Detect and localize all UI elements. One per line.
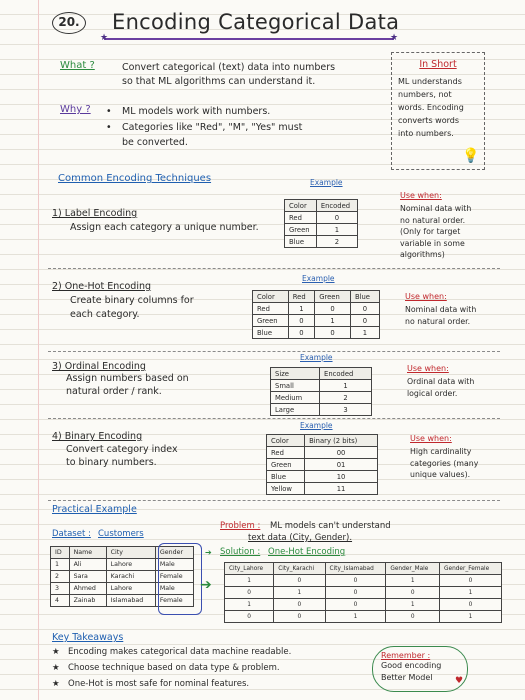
what-line-2: so that ML algorithms can understand it. (122, 76, 316, 87)
table-cell: 0 (288, 327, 314, 339)
heart-icon: ♥ (455, 676, 464, 686)
table-header: Name (69, 547, 106, 559)
use-line: categories (many (410, 458, 479, 468)
table-cell: 0 (315, 327, 351, 339)
why-bullet-dot-2: • (106, 122, 112, 133)
table-cell: 00 (305, 447, 378, 459)
technique-4-use (410, 446, 478, 481)
use-line: algorithms) (400, 250, 445, 259)
table-cell: 0 (274, 611, 325, 623)
section-divider (48, 500, 500, 501)
lightbulb-icon: 💡 (462, 148, 480, 164)
in-short-title: In Short (419, 59, 457, 70)
star-left-icon: ★ (100, 33, 109, 43)
example-label: Example (310, 178, 343, 187)
table-cell: 2 (51, 571, 70, 583)
in-short-line: ML understands (398, 77, 462, 86)
key-takeaways-title: Key Takeaways (52, 632, 124, 643)
table-cell: Lahore (106, 559, 155, 571)
table-cell: Blue (253, 327, 289, 339)
table-header: City_Karachi (274, 563, 325, 575)
table-cell: 0 (288, 315, 314, 327)
takeaway-star-icon: ★ (52, 647, 60, 657)
use-when-label: Use when: (400, 191, 442, 200)
technique-1-desc: Assign each category a unique number. (70, 222, 259, 233)
one-hot-result-table (224, 562, 502, 623)
use-line: no natural order. (400, 215, 466, 225)
table-cell: 0 (386, 611, 440, 623)
solution-arrow-icon: ➔ (205, 548, 212, 557)
label-encoding-table (284, 199, 358, 248)
table-cell: Sara (69, 571, 106, 583)
table-cell: 1 (51, 559, 70, 571)
technique-2-name: 2) One-Hot Encoding (52, 281, 152, 292)
table-cell: Medium (271, 392, 320, 404)
table-cell: 1 (386, 599, 440, 611)
table-cell: 0 (350, 303, 379, 315)
table-cell: Ahmed (69, 583, 106, 595)
table-cell: Ali (69, 559, 106, 571)
binary-table (266, 434, 378, 495)
technique-1-name: 1) Label Encoding (52, 208, 138, 219)
what-label: What ? (60, 60, 95, 71)
why-label: Why ? (60, 104, 91, 115)
why-bullet-2a: Categories like "Red", "M", "Yes" must (122, 122, 303, 133)
table-header: Color (267, 435, 305, 447)
page-title: Encoding Categorical Data (112, 10, 400, 34)
table-cell: 0 (315, 303, 351, 315)
table-cell: 1 (225, 575, 274, 587)
example-label: Example (302, 274, 335, 283)
use-line: logical order. (407, 388, 458, 398)
table-cell: 1 (315, 315, 351, 327)
table-cell: Islamabad (106, 595, 155, 607)
takeaway-item: One-Hot is most safe for nominal features. (68, 679, 250, 689)
table-cell: Large (271, 404, 320, 416)
table-header: City_Lahore (225, 563, 274, 575)
highlight-categorical-columns (158, 543, 202, 615)
table-cell: 0 (316, 212, 357, 224)
table-header: City_Islamabad (325, 563, 386, 575)
table-cell: Yellow (267, 483, 305, 495)
table-cell: 2 (320, 392, 372, 404)
use-line: no natural order. (405, 316, 471, 326)
table-cell: Small (271, 380, 320, 392)
use-line: Nominal data with (405, 305, 477, 314)
use-line: Ordinal data with (407, 377, 475, 386)
table-header: Red (288, 291, 314, 303)
table-header: Size (271, 368, 320, 380)
problem-text-1: ML models can't understand (270, 521, 391, 531)
table-header: Gender_Female (440, 563, 502, 575)
note-number: 20. (52, 12, 86, 34)
technique-4-name: 4) Binary Encoding (52, 431, 143, 442)
practical-example-title: Practical Example (52, 504, 137, 515)
table-cell: 1 (225, 599, 274, 611)
title-underline (104, 38, 394, 40)
technique-2-use (405, 304, 476, 327)
remember-box (372, 646, 468, 692)
page-margin-line (38, 0, 39, 700)
takeaway-star-icon: ★ (52, 679, 60, 689)
technique-1-use (400, 203, 471, 261)
table-header: Encoded (316, 200, 357, 212)
in-short-line: numbers, not (398, 90, 452, 99)
table-cell: 1 (274, 587, 325, 599)
section-divider (48, 268, 500, 269)
table-cell: Blue (285, 236, 317, 248)
in-short-line: into numbers. (398, 129, 454, 138)
table-cell: 1 (288, 303, 314, 315)
section-divider (48, 418, 500, 419)
table-cell: Zainab (69, 595, 106, 607)
one-hot-table (252, 290, 380, 339)
table-cell: 0 (325, 587, 386, 599)
why-bullet-2b: be converted. (122, 137, 188, 148)
table-cell: Green (285, 224, 317, 236)
takeaway-item: Encoding makes categorical data machine readable. (68, 647, 292, 657)
table-header: ID (51, 547, 70, 559)
table-header: Color (285, 200, 317, 212)
table-cell: Female (155, 571, 193, 583)
table-cell: 0 (225, 611, 274, 623)
table-cell: 11 (305, 483, 378, 495)
table-cell: 0 (325, 575, 386, 587)
why-bullet-1: ML models work with numbers. (122, 106, 271, 117)
solution-label: Solution : (220, 547, 261, 557)
use-line: High cardinality (410, 447, 472, 456)
technique-4-desc-1: Convert category index (66, 444, 178, 455)
table-cell: 0 (440, 599, 502, 611)
table-header: Encoded (320, 368, 372, 380)
use-line: variable in some (400, 238, 465, 248)
table-cell: 0 (325, 599, 386, 611)
table-cell: 2 (316, 236, 357, 248)
use-line: (Only for target (400, 227, 461, 236)
problem-label: Problem : (220, 521, 261, 531)
solution-text: One-Hot Encoding (268, 547, 346, 557)
example-label: Example (300, 353, 333, 362)
table-cell: 1 (325, 611, 386, 623)
example-label: Example (300, 421, 333, 430)
what-line-1: Convert categorical (text) data into numbers (122, 62, 336, 73)
table-cell: Blue (267, 471, 305, 483)
remember-line-2: Better Model (381, 673, 433, 682)
table-cell: 0 (274, 575, 325, 587)
section-divider (48, 351, 500, 352)
table-cell: 1 (440, 587, 502, 599)
table-header: Binary (2 bits) (305, 435, 378, 447)
table-cell: 1 (350, 327, 379, 339)
problem-text-2: text data (City, Gender). (248, 533, 353, 543)
table-cell: 0 (440, 575, 502, 587)
remember-title: Remember : (381, 651, 431, 660)
technique-3-desc-2: natural order / rank. (66, 386, 162, 397)
technique-4-desc-2: to binary numbers. (66, 457, 157, 468)
table-cell: Lahore (106, 583, 155, 595)
star-right-icon: ★ (390, 33, 399, 43)
use-when-label: Use when: (410, 434, 452, 443)
table-cell: 01 (305, 459, 378, 471)
use-line: unique values). (410, 470, 471, 479)
table-cell: Green (253, 315, 289, 327)
table-header: City (106, 547, 155, 559)
table-cell: 0 (274, 599, 325, 611)
table-cell: 1 (316, 224, 357, 236)
why-bullet-dot-1: • (106, 106, 112, 117)
use-when-label: Use when: (407, 364, 449, 373)
table-cell: 1 (440, 611, 502, 623)
table-cell: Green (267, 459, 305, 471)
table-cell: Red (285, 212, 317, 224)
remember-line-1: Good encoding (381, 661, 442, 670)
table-cell: Karachi (106, 571, 155, 583)
table-cell: 3 (320, 404, 372, 416)
table-cell: 1 (320, 380, 372, 392)
table-header: Green (315, 291, 351, 303)
table-cell: 0 (350, 315, 379, 327)
result-arrow-icon: ➔ (200, 577, 212, 593)
table-cell: 3 (51, 583, 70, 595)
table-cell: Female (155, 595, 193, 607)
table-cell: Male (155, 559, 193, 571)
dataset-name: Customers (98, 529, 144, 539)
takeaway-item: Choose technique based on data type & problem. (68, 663, 280, 673)
table-cell: Red (267, 447, 305, 459)
dataset-label: Dataset : (52, 529, 91, 539)
table-header: Color (253, 291, 289, 303)
table-header: Blue (350, 291, 379, 303)
technique-3-name: 3) Ordinal Encoding (52, 361, 146, 372)
ordinal-table (270, 367, 372, 416)
table-header: Gender_Male (386, 563, 440, 575)
technique-2-desc-2: each category. (70, 309, 140, 320)
in-short-line: words. Encoding (398, 103, 464, 112)
table-cell: 0 (386, 587, 440, 599)
technique-3-use (407, 376, 474, 399)
use-when-label: Use when: (405, 292, 447, 301)
table-cell: 1 (386, 575, 440, 587)
technique-3-desc-1: Assign numbers based on (66, 373, 189, 384)
table-cell: 4 (51, 595, 70, 607)
table-cell: 0 (225, 587, 274, 599)
table-cell: Male (155, 583, 193, 595)
table-cell: Red (253, 303, 289, 315)
technique-2-desc-1: Create binary columns for (70, 295, 194, 306)
use-line: Nominal data with (400, 204, 472, 213)
common-techniques-title: Common Encoding Techniques (58, 173, 212, 184)
table-cell: 10 (305, 471, 378, 483)
takeaway-star-icon: ★ (52, 663, 60, 673)
table-header: Gender (155, 547, 193, 559)
in-short-line: converts words (398, 116, 459, 125)
